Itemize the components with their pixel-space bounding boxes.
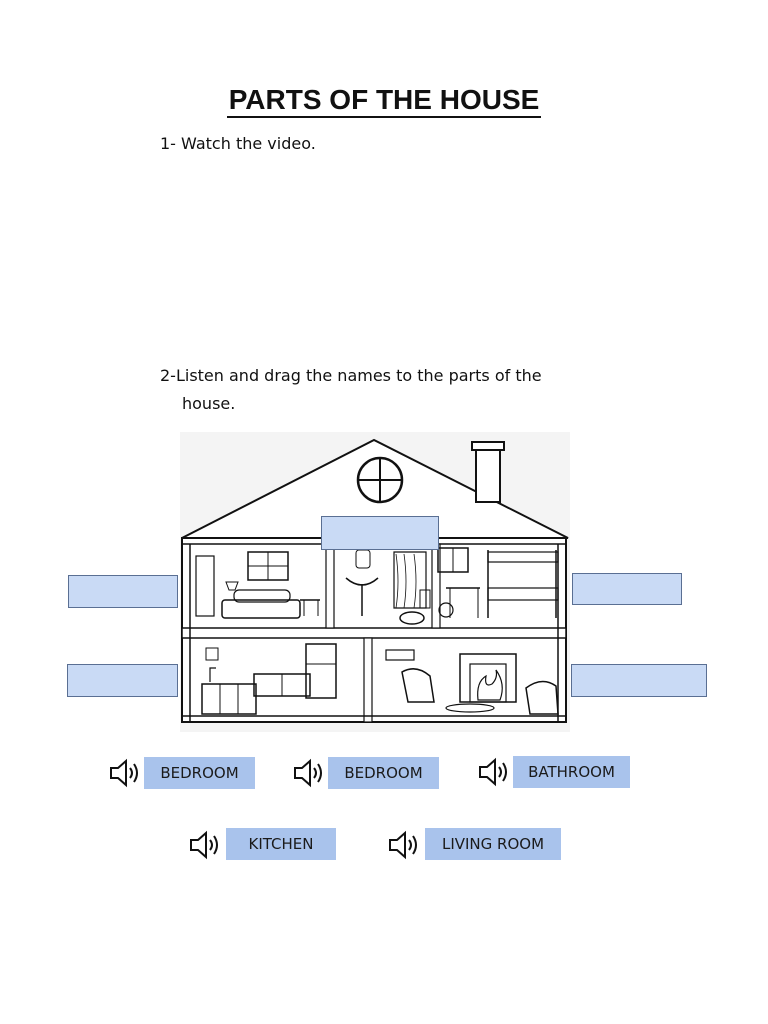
word-tile-living-room[interactable]: [425, 828, 561, 860]
speaker-icon[interactable]: [292, 756, 326, 790]
speaker-icon[interactable]: [108, 756, 142, 790]
drop-zone-right-lower[interactable]: [571, 664, 707, 697]
worksheet-title-text: PARTS OF THE HOUSE: [227, 84, 542, 118]
word-tile-kitchen[interactable]: [226, 828, 336, 860]
step-1-instruction: 1- Watch the video.: [160, 134, 316, 153]
speaker-icon[interactable]: [477, 755, 511, 789]
house-illustration: [180, 432, 570, 732]
word-tile-label: BEDROOM: [160, 764, 239, 782]
word-tile-label: BATHROOM: [528, 763, 615, 781]
drop-zone-left-lower[interactable]: [67, 664, 178, 697]
worksheet-title: [0, 84, 768, 116]
word-tile-label: KITCHEN: [248, 835, 314, 853]
step-2-instruction-line-2: house.: [182, 394, 236, 413]
speaker-icon[interactable]: [387, 828, 421, 862]
drop-zone-left-upper[interactable]: [68, 575, 178, 608]
drop-zone-attic[interactable]: [321, 516, 439, 550]
word-tile-bathroom[interactable]: [513, 756, 630, 788]
word-tile-bedroom-1[interactable]: [144, 757, 255, 789]
drop-zone-right-upper[interactable]: [572, 573, 682, 605]
word-tile-label: BEDROOM: [344, 764, 423, 782]
word-tile-bedroom-2[interactable]: [328, 757, 439, 789]
step-2-instruction-line-1: 2-Listen and drag the names to the parts of the: [160, 366, 542, 385]
video-player[interactable]: [160, 170, 600, 350]
speaker-icon[interactable]: [188, 828, 222, 862]
word-tile-label: LIVING ROOM: [441, 835, 545, 853]
